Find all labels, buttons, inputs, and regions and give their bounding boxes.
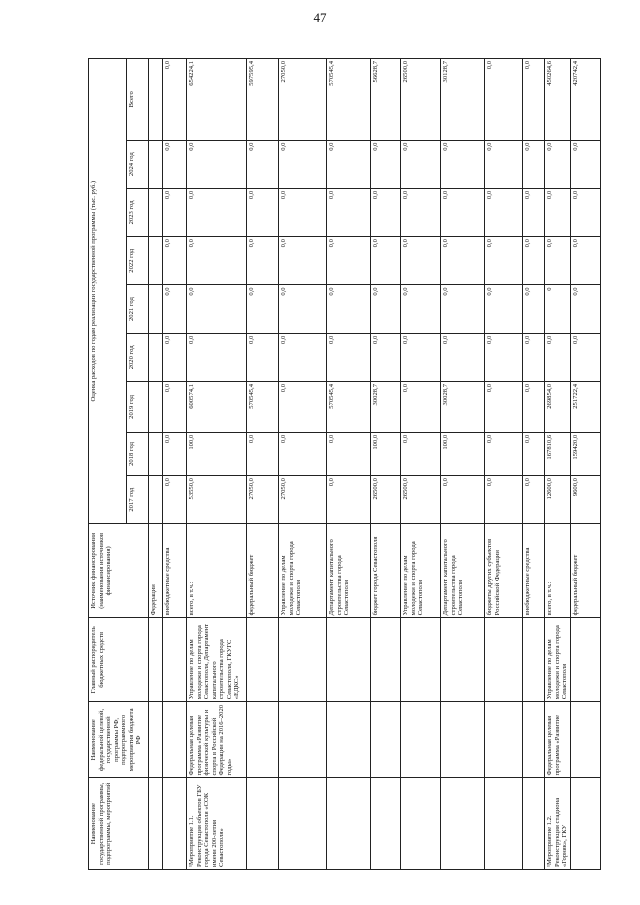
year-value-cell: 0,0 <box>545 237 571 285</box>
budget-manager-cell <box>279 618 327 702</box>
year-value-cell: 0,0 <box>441 333 485 381</box>
program-name-cell <box>571 778 601 870</box>
year-value-cell: 26500,0 <box>371 476 401 524</box>
header-budget-manager: Главный распорядитель бюджетных средств <box>89 618 149 702</box>
year-value-cell: 0,0 <box>279 188 327 236</box>
budget-manager-cell <box>371 618 401 702</box>
year-value-cell: 0,0 <box>279 285 327 333</box>
header-program-name: Наименование государственной программы, подпрограммы, мероприятий <box>89 778 149 870</box>
year-value-cell: 0,0 <box>163 432 187 475</box>
table-body <box>149 59 601 870</box>
year-value-cell: 570545,4 <box>327 382 371 433</box>
year-value-cell: 0,0 <box>401 188 441 236</box>
table-row <box>571 59 601 870</box>
year-value-cell: 0,0 <box>327 188 371 236</box>
federal-program-cell <box>327 702 371 778</box>
funding-source-cell: Департамент капитального строительства города Севастополя <box>441 524 485 618</box>
year-value-cell: 100,0 <box>187 432 247 475</box>
funding-source-cell: внебюджетные средства <box>523 524 545 618</box>
total-value-cell: 654224,1 <box>187 59 247 141</box>
budget-manager-cell <box>149 618 163 702</box>
year-value-cell <box>149 140 163 188</box>
year-value-cell: 0,0 <box>327 333 371 381</box>
year-value-cell: 0,0 <box>163 285 187 333</box>
federal-program-cell <box>247 702 279 778</box>
federal-program-cell: Федеральная целевая программа «Развитие <box>545 702 571 778</box>
table-row <box>163 59 187 870</box>
year-value-cell: 0,0 <box>247 188 279 236</box>
table-row <box>327 59 371 870</box>
year-value-cell: 0,0 <box>247 237 279 285</box>
total-value-cell: 0,0 <box>523 59 545 141</box>
year-value-cell: 0,0 <box>371 285 401 333</box>
year-value-cell: 0,0 <box>441 237 485 285</box>
funding-source-cell: федеральный бюджет <box>247 524 279 618</box>
year-value-cell: 0,0 <box>279 333 327 381</box>
year-value-cell: 0,0 <box>187 333 247 381</box>
table-row <box>149 59 163 870</box>
year-value-cell: 0,0 <box>247 432 279 475</box>
table-row <box>371 59 401 870</box>
year-value-cell: 0,0 <box>441 476 485 524</box>
program-name-cell: ¹Мероприятие 1.2. Реконструкция стадиона «Горняк», ГКУ <box>545 778 571 870</box>
year-value-cell <box>149 188 163 236</box>
header-funding-source: Источник финансирования (наименования источников финансирования) <box>89 524 149 618</box>
header-year: 2021 год <box>127 285 149 333</box>
year-value-cell: 0,0 <box>485 237 523 285</box>
table-row <box>545 59 571 870</box>
year-value-cell: 0,0 <box>187 188 247 236</box>
federal-program-cell <box>279 702 327 778</box>
year-value-cell: 0,0 <box>571 333 601 381</box>
year-value-cell <box>149 382 163 433</box>
year-value-cell: 26500,0 <box>401 476 441 524</box>
year-value-cell: 0,0 <box>571 285 601 333</box>
year-value-cell: 0,0 <box>571 188 601 236</box>
year-value-cell: 30028,7 <box>371 382 401 433</box>
funding-source-cell: всего, в т.ч.: <box>187 524 247 618</box>
funding-source-cell: внебюджетные средства <box>163 524 187 618</box>
year-value-cell: 0,0 <box>327 285 371 333</box>
year-value-cell: 0,0 <box>279 432 327 475</box>
rotated-table-container <box>88 58 579 870</box>
year-value-cell: 0,0 <box>327 476 371 524</box>
funding-source-cell: Управление по делам молодежи и спорта города Севастополя <box>401 524 441 618</box>
budget-manager-cell <box>163 618 187 702</box>
year-value-cell: 0,0 <box>523 432 545 475</box>
total-value-cell: 450264,6 <box>545 59 571 141</box>
budget-manager-cell: Управление по делам молодежи и спорта города Севастополя, Департамент капитального строительства города Севастополя, ГКУГС «ЕДКС» <box>187 618 247 702</box>
program-name-cell <box>149 778 163 870</box>
federal-program-cell <box>523 702 545 778</box>
budget-table <box>88 58 601 870</box>
program-name-cell <box>401 778 441 870</box>
header-year: 2023 год <box>127 188 149 236</box>
funding-source-cell: Федерации <box>149 524 163 618</box>
year-value-cell: 0,0 <box>523 382 545 433</box>
table-row <box>279 59 327 870</box>
budget-manager-cell <box>401 618 441 702</box>
year-value-cell: 570545,4 <box>247 382 279 433</box>
year-value-cell: 0,0 <box>401 382 441 433</box>
year-value-cell: 0,0 <box>401 333 441 381</box>
year-value-cell: 269854,0 <box>545 382 571 433</box>
table-row <box>401 59 441 870</box>
program-name-cell <box>523 778 545 870</box>
budget-manager-cell <box>571 618 601 702</box>
federal-program-cell <box>441 702 485 778</box>
year-value-cell: 0,0 <box>523 237 545 285</box>
federal-program-cell <box>149 702 163 778</box>
total-value-cell: 597595,4 <box>247 59 279 141</box>
year-value-cell: 53550,0 <box>187 476 247 524</box>
year-value-cell: 0,0 <box>485 333 523 381</box>
year-value-cell: 0,0 <box>163 188 187 236</box>
table-row <box>485 59 523 870</box>
funding-source-cell: федеральный бюджет <box>571 524 601 618</box>
year-value-cell: 0,0 <box>545 188 571 236</box>
year-value-cell: 0,0 <box>279 237 327 285</box>
year-value-cell: 0,0 <box>485 432 523 475</box>
year-value-cell: 0,0 <box>485 382 523 433</box>
program-name-cell <box>441 778 485 870</box>
year-value-cell: 0,0 <box>485 285 523 333</box>
budget-manager-cell <box>247 618 279 702</box>
budget-manager-cell <box>327 618 371 702</box>
year-value-cell <box>149 432 163 475</box>
year-value-cell <box>149 476 163 524</box>
budget-manager-cell: Управление по делам молодежи и спорта города Севастополя <box>545 618 571 702</box>
year-value-cell: 0,0 <box>401 285 441 333</box>
funding-source-cell: бюджет города Севастополя <box>371 524 401 618</box>
program-name-cell <box>485 778 523 870</box>
funding-source-cell: бюджеты других субъектов Российской Федерации <box>485 524 523 618</box>
total-value-cell: 56628,7 <box>371 59 401 141</box>
table-row <box>247 59 279 870</box>
year-value-cell: 100,0 <box>441 432 485 475</box>
year-value-cell: 0,0 <box>247 333 279 381</box>
year-value-cell: 0,0 <box>485 140 523 188</box>
table-row <box>523 59 545 870</box>
budget-manager-cell <box>485 618 523 702</box>
year-value-cell: 0,0 <box>187 140 247 188</box>
funding-source-cell: Департамент капитального строительства города Севастополя <box>327 524 371 618</box>
year-value-cell: 0,0 <box>163 333 187 381</box>
year-value-cell: 0,0 <box>279 382 327 433</box>
year-value-cell: 0,0 <box>523 333 545 381</box>
year-value-cell: 30028,7 <box>441 382 485 433</box>
header-year: 2018 год <box>127 432 149 475</box>
federal-program-cell <box>371 702 401 778</box>
header-year: 2020 год <box>127 333 149 381</box>
year-value-cell: 0,0 <box>523 188 545 236</box>
header-year: 2024 год <box>127 140 149 188</box>
year-value-cell: 0,0 <box>279 140 327 188</box>
year-value-cell: 0,0 <box>401 237 441 285</box>
year-value-cell: 0 <box>545 285 571 333</box>
federal-program-cell <box>571 702 601 778</box>
year-value-cell: 0,0 <box>327 140 371 188</box>
table-row <box>187 59 247 870</box>
year-value-cell: 0,0 <box>485 188 523 236</box>
year-value-cell <box>149 237 163 285</box>
year-value-cell: 0,0 <box>371 188 401 236</box>
page-number: 47 <box>313 10 327 25</box>
year-value-cell: 0,0 <box>163 476 187 524</box>
program-name-cell: ¹Мероприятие 1.1. Реконструкция объектов ГБУ города Севастополя «СОК имени 200-летия Севастополя» <box>187 778 247 870</box>
year-value-cell: 251722,4 <box>571 382 601 433</box>
year-value-cell: 0,0 <box>247 140 279 188</box>
year-value-cell: 0,0 <box>485 476 523 524</box>
year-value-cell: 0,0 <box>401 432 441 475</box>
year-value-cell: 0,0 <box>163 382 187 433</box>
year-value-cell: 0,0 <box>163 140 187 188</box>
total-value-cell <box>149 59 163 141</box>
budget-table-frame <box>88 58 579 870</box>
total-value-cell: 0,0 <box>163 59 187 141</box>
program-name-cell <box>163 778 187 870</box>
year-value-cell: 0,0 <box>441 188 485 236</box>
year-value-cell: 0,0 <box>371 237 401 285</box>
header-year: 2022 год <box>127 237 149 285</box>
header-year: 2017 год <box>127 476 149 524</box>
year-value-cell: 0,0 <box>163 237 187 285</box>
year-value-cell <box>149 333 163 381</box>
header-total: Всего <box>127 59 149 141</box>
year-value-cell: 0,0 <box>571 237 601 285</box>
total-value-cell: 27050,0 <box>279 59 327 141</box>
header-year: 2019 год <box>127 382 149 433</box>
federal-program-cell: Федеральная целевая программа «Развитие физической культуры и спорта в Российской Федерации на 2016–2020 годы» <box>187 702 247 778</box>
year-value-cell: 0,0 <box>327 237 371 285</box>
program-name-cell <box>279 778 327 870</box>
year-value-cell: 0,0 <box>371 333 401 381</box>
funding-source-cell: Управление по делам молодежи и спорта города Севастополя <box>279 524 327 618</box>
total-value-cell: 0,0 <box>485 59 523 141</box>
year-value-cell: 0,0 <box>571 140 601 188</box>
year-value-cell: 0,0 <box>371 140 401 188</box>
year-value-cell: 0,0 <box>327 432 371 475</box>
year-value-cell: 27050,0 <box>279 476 327 524</box>
year-value-cell: 0,0 <box>187 237 247 285</box>
year-value-cell <box>149 285 163 333</box>
budget-manager-cell <box>523 618 545 702</box>
year-value-cell: 167810,6 <box>545 432 571 475</box>
year-value-cell: 0,0 <box>545 333 571 381</box>
federal-program-cell <box>163 702 187 778</box>
total-value-cell: 570545,4 <box>327 59 371 141</box>
header-expense-estimate: Оценка расходов по годам реализации государственной программы (тыс. руб.) <box>89 59 127 524</box>
federal-program-cell <box>401 702 441 778</box>
year-value-cell: 100,0 <box>371 432 401 475</box>
total-value-cell: 30128,7 <box>441 59 485 141</box>
year-value-cell: 159420,0 <box>571 432 601 475</box>
header-federal-program: Наименование федеральной целевой, государственной программы РФ, подпрограммного мероприятия бюджета РФ <box>89 702 149 778</box>
year-value-cell: 600574,1 <box>187 382 247 433</box>
year-value-cell: 0,0 <box>523 140 545 188</box>
federal-program-cell <box>485 702 523 778</box>
year-value-cell: 0,0 <box>401 140 441 188</box>
program-name-cell <box>327 778 371 870</box>
year-value-cell: 0,0 <box>545 140 571 188</box>
year-value-cell: 0,0 <box>441 140 485 188</box>
program-name-cell <box>371 778 401 870</box>
year-value-cell: 12600,0 <box>545 476 571 524</box>
funding-source-cell: всего, в т.ч.: <box>545 524 571 618</box>
total-value-cell: 420742,4 <box>571 59 601 141</box>
year-value-cell: 27050,0 <box>247 476 279 524</box>
year-value-cell: 0,0 <box>523 285 545 333</box>
budget-manager-cell <box>441 618 485 702</box>
year-value-cell: 0,0 <box>441 285 485 333</box>
program-name-cell <box>247 778 279 870</box>
total-value-cell: 26500,0 <box>401 59 441 141</box>
table-row <box>441 59 485 870</box>
year-value-cell: 0,0 <box>247 285 279 333</box>
year-value-cell: 0,0 <box>187 285 247 333</box>
year-value-cell: 9600,0 <box>571 476 601 524</box>
year-value-cell: 0,0 <box>523 476 545 524</box>
